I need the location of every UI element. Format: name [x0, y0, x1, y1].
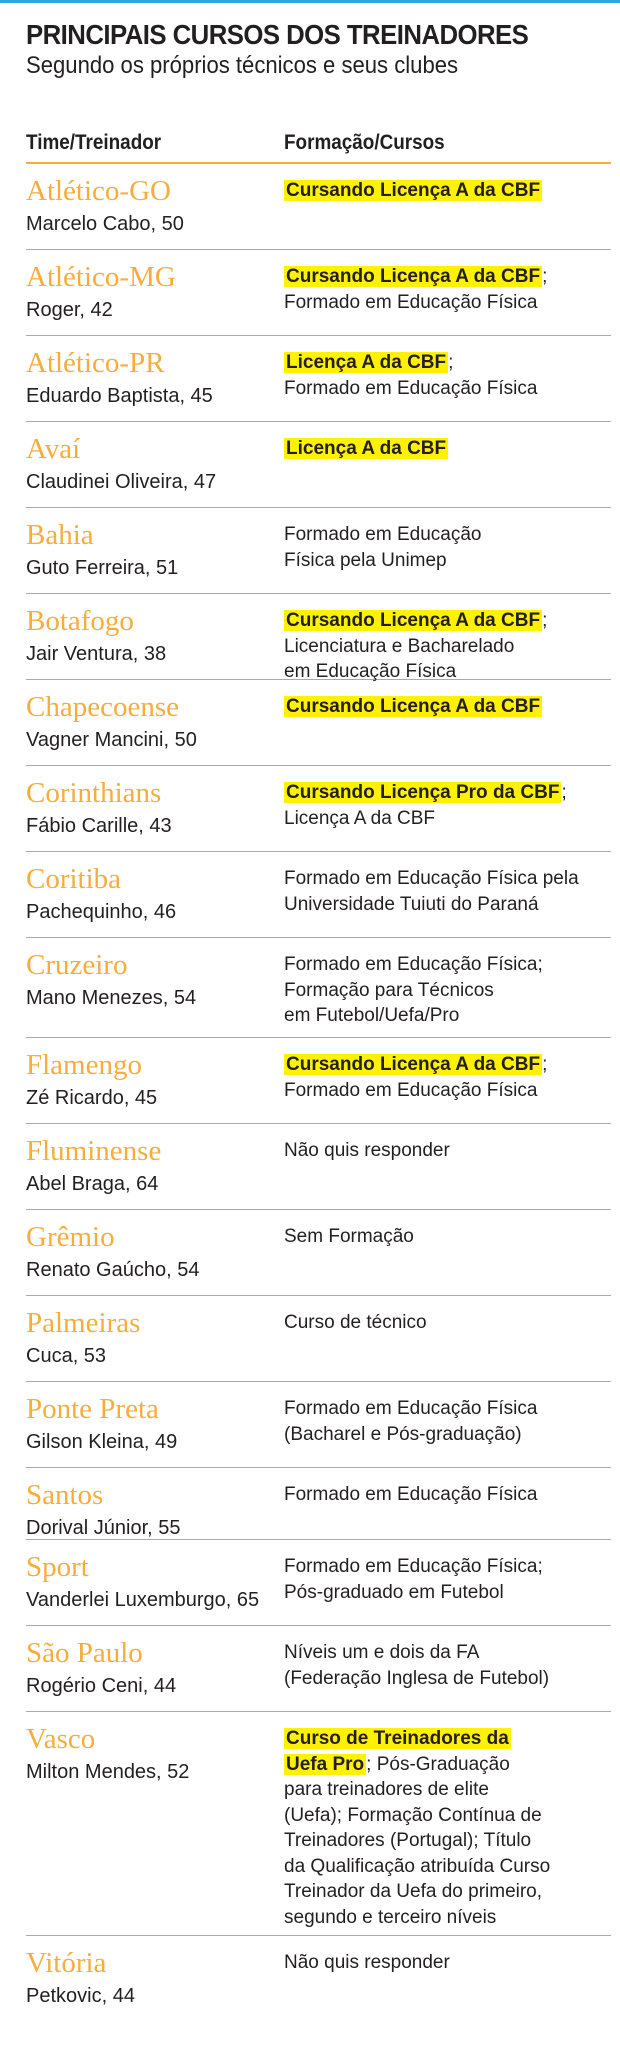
courses-line: [284, 1422, 611, 1448]
courses-cell: [284, 1382, 611, 1467]
course-text: Formado em Educação Física;: [284, 954, 543, 975]
courses-cell: [284, 938, 611, 1037]
coach-name: Fábio Carille, 43: [26, 815, 172, 837]
team-cell: [26, 1382, 284, 1467]
courses-cell: [284, 1712, 611, 1935]
table-row: [26, 1124, 611, 1210]
table-row: [26, 594, 611, 680]
page-subtitle: Segundo os próprios técnicos e seus clubes: [26, 52, 459, 79]
courses-line: [284, 1078, 611, 1104]
courses-line: [284, 1138, 611, 1164]
highlighted-course: Cursando Licença A da CBF: [286, 696, 541, 717]
courses-line: [284, 290, 611, 316]
team-name: Ponte Preta: [26, 1393, 159, 1425]
team-cell: [26, 336, 284, 421]
course-text: em Futebol/Uefa/Pro: [284, 1005, 460, 1026]
team-cell: [26, 508, 284, 593]
coach-name: Vagner Mancini, 50: [26, 729, 197, 751]
course-text: em Educação Física: [284, 661, 457, 682]
courses-cell: [284, 1124, 611, 1209]
courses-cell: [284, 336, 611, 421]
courses-cell: [284, 594, 611, 682]
table-row: [26, 1936, 611, 2024]
table-row: [26, 1712, 611, 1936]
course-text: Licença A da CBF: [284, 807, 436, 829]
highlighted-course: Licença A da CBF: [286, 438, 447, 459]
team-cell: [26, 938, 284, 1037]
highlighted-course: Cursando Licença A da CBF: [286, 180, 541, 201]
courses-cell: [284, 766, 611, 851]
course-text: Curso de técnico: [284, 1312, 427, 1333]
coach-name: Roger, 42: [26, 299, 113, 321]
team-name: Vitória: [26, 1947, 107, 1979]
course-text: ;: [542, 610, 548, 631]
highlighted-course: Uefa Pro: [286, 1753, 365, 1775]
table-body: [26, 164, 611, 2024]
courses-line: [284, 1396, 611, 1422]
table-row: [26, 680, 611, 766]
courses-line: [284, 694, 611, 720]
courses-line: [284, 952, 611, 978]
course-text: Formado em Educação: [284, 524, 482, 545]
courses-cell: [284, 680, 611, 765]
courses-cell: [284, 1468, 611, 1539]
team-name: Corinthians: [26, 777, 162, 809]
courses-line: [284, 350, 611, 376]
course-text: Formado em Educação Física: [284, 1484, 538, 1505]
table-row: [26, 250, 611, 336]
course-text: Formação para Técnicos: [284, 979, 494, 1001]
highlighted-course: Licença A da CBF: [286, 352, 447, 373]
team-name: Cruzeiro: [26, 949, 128, 981]
coach-name: Mano Menezes, 54: [26, 987, 197, 1009]
team-name: Sport: [26, 1551, 89, 1583]
course-text: Formado em Educação Física;: [284, 1556, 543, 1577]
courses-line: [284, 1752, 611, 1778]
highlighted-course: Curso de Treinadores da: [286, 1728, 509, 1749]
highlighted-course: Cursando Licença A da CBF: [286, 1054, 541, 1075]
team-name: Flamengo: [26, 1049, 142, 1081]
table-row: [26, 1468, 611, 1540]
header-team: Time/Treinador: [26, 131, 162, 154]
team-cell: [26, 594, 284, 679]
team-cell: [26, 1626, 284, 1711]
top-rule: [0, 0, 620, 3]
team-name: Bahia: [26, 519, 94, 551]
course-text: (Federação Inglesa de Futebol): [284, 1667, 550, 1689]
courses-line: [284, 866, 611, 892]
course-text: ;: [448, 352, 454, 373]
header-courses: Formação/Cursos: [284, 131, 445, 154]
table-header: [26, 124, 611, 164]
coach-name: Petkovic, 44: [26, 1985, 135, 2007]
highlighted-course: Cursando Licença A da CBF: [286, 266, 541, 287]
team-cell: [26, 1124, 284, 1209]
team-name: Chapecoense: [26, 691, 179, 723]
team-name: Santos: [26, 1479, 104, 1511]
courses-line: [284, 1854, 611, 1880]
course-text: Sem Formação: [284, 1226, 414, 1247]
course-text: ;: [542, 266, 548, 287]
coach-name: Eduardo Baptista, 45: [26, 385, 213, 407]
coach-name: Rogério Ceni, 44: [26, 1675, 177, 1697]
courses-line: [284, 1003, 611, 1029]
course-text: Universidade Tuiuti do Paraná: [284, 893, 539, 915]
courses-line: [284, 1950, 611, 1976]
courses-line: [284, 436, 611, 462]
courses-cell: [284, 1296, 611, 1381]
coach-name: Claudinei Oliveira, 47: [26, 471, 217, 493]
table-row: [26, 164, 611, 250]
courses-line: [284, 892, 611, 918]
course-text: Formado em Educação Física: [284, 377, 538, 399]
table-row: [26, 508, 611, 594]
courses-line: [284, 1554, 611, 1580]
highlighted-course: Cursando Licença A da CBF: [286, 610, 541, 631]
courses-line: [284, 1310, 611, 1336]
team-name: Coritiba: [26, 863, 122, 895]
coach-name: Marcelo Cabo, 50: [26, 213, 184, 235]
course-text: Treinadores (Portugal); Título: [284, 1830, 532, 1851]
table-row: [26, 938, 611, 1038]
team-cell: [26, 1712, 284, 1935]
team-name: Atlético-MG: [26, 261, 176, 293]
table-row: [26, 1210, 611, 1296]
team-cell: [26, 1540, 284, 1625]
courses-cell: [284, 250, 611, 335]
courses-line: [284, 264, 611, 290]
courses-line: [284, 178, 611, 204]
courses-line: [284, 376, 611, 402]
highlighted-course: Cursando Licença Pro da CBF: [286, 782, 560, 803]
table-row: [26, 1382, 611, 1468]
coach-name: Pachequinho, 46: [26, 901, 177, 923]
course-text: Treinador da Uefa do primeiro,: [284, 1881, 543, 1902]
courses-cell: [284, 1210, 611, 1295]
team-cell: [26, 1296, 284, 1381]
table-row: [26, 766, 611, 852]
courses-line: [284, 548, 611, 574]
courses-line: [284, 1482, 611, 1508]
course-text: para treinadores de elite: [284, 1779, 489, 1800]
team-cell: [26, 852, 284, 937]
coach-name: Milton Mendes, 52: [26, 1761, 190, 1783]
table-row: [26, 1296, 611, 1382]
team-name: Fluminense: [26, 1135, 162, 1167]
table-row: [26, 336, 611, 422]
course-text: Formado em Educação Física: [284, 1398, 538, 1419]
team-cell: [26, 680, 284, 765]
team-cell: [26, 164, 284, 249]
team-name: Atlético-GO: [26, 175, 171, 207]
team-cell: [26, 1210, 284, 1295]
team-name: Palmeiras: [26, 1307, 141, 1339]
courses-line: [284, 1052, 611, 1078]
course-text: Níveis um e dois da FA: [284, 1642, 480, 1663]
courses-cell: [284, 422, 611, 507]
page-title: PRINCIPAIS CURSOS DOS TREINADORES: [26, 19, 529, 50]
team-name: Atlético-PR: [26, 347, 165, 379]
courses-cell: [284, 164, 611, 249]
team-name: Vasco: [26, 1723, 96, 1755]
course-text: Formado em Educação Física: [284, 1079, 538, 1101]
infographic: [0, 19, 620, 2024]
coach-name: Abel Braga, 64: [26, 1173, 159, 1195]
table-row: [26, 1540, 611, 1626]
team-cell: [26, 1468, 284, 1539]
courses-line: [284, 978, 611, 1004]
team-name: Botafogo: [26, 605, 134, 637]
courses-line: [284, 1640, 611, 1666]
course-text: Não quis responder: [284, 1140, 450, 1161]
course-text: Pós-graduado em Futebol: [284, 1581, 504, 1603]
courses-line: [284, 1879, 611, 1905]
courses-cell: [284, 1626, 611, 1711]
table-row: [26, 852, 611, 938]
team-cell: [26, 766, 284, 851]
course-text: ; Pós-Graduação: [366, 1753, 510, 1775]
courses-line: [284, 608, 611, 634]
courses-line: [284, 1580, 611, 1606]
courses-line: [284, 1777, 611, 1803]
course-text: (Bacharel e Pós-graduação): [284, 1423, 522, 1445]
coach-name: Guto Ferreira, 51: [26, 557, 179, 579]
team-name: Avaí: [26, 433, 81, 465]
coach-name: Jair Ventura, 38: [26, 643, 167, 665]
course-text: segundo e terceiro níveis: [284, 1906, 497, 1928]
table-row: [26, 1038, 611, 1124]
team-name: São Paulo: [26, 1637, 143, 1669]
courses-cell: [284, 508, 611, 593]
courses-line: [284, 806, 611, 832]
coach-name: Gilson Kleina, 49: [26, 1431, 178, 1453]
coach-name: Cuca, 53: [26, 1345, 107, 1367]
course-text: (Uefa); Formação Contínua de: [284, 1804, 542, 1826]
courses-line: [284, 1803, 611, 1829]
coach-name: Dorival Júnior, 55: [26, 1517, 181, 1539]
courses-cell: [284, 1540, 611, 1625]
table-row: [26, 1626, 611, 1712]
course-text: Licenciatura e Bacharelado: [284, 635, 515, 657]
coach-name: Renato Gaúcho, 54: [26, 1259, 200, 1281]
course-text: Não quis responder: [284, 1952, 450, 1973]
course-text: Física pela Unimep: [284, 549, 447, 571]
table-row: [26, 422, 611, 508]
courses-line: [284, 1224, 611, 1250]
courses-line: [284, 634, 611, 660]
courses-line: [284, 1726, 611, 1752]
course-text: Formado em Educação Física pela: [284, 868, 579, 889]
course-text: Formado em Educação Física: [284, 291, 538, 313]
coach-name: Zé Ricardo, 45: [26, 1087, 158, 1109]
course-text: ;: [561, 782, 567, 803]
team-cell: [26, 422, 284, 507]
courses-line: [284, 1905, 611, 1931]
team-cell: [26, 250, 284, 335]
courses-cell: [284, 1038, 611, 1123]
courses-cell: [284, 1936, 611, 2024]
team-name: Grêmio: [26, 1221, 115, 1253]
courses-cell: [284, 852, 611, 937]
course-text: da Qualificação atribuída Curso: [284, 1855, 551, 1877]
coach-name: Vanderlei Luxemburgo, 65: [26, 1589, 260, 1611]
course-text: ;: [542, 1054, 548, 1075]
courses-line: [284, 1828, 611, 1854]
team-cell: [26, 1936, 284, 2024]
courses-line: [284, 1666, 611, 1692]
team-cell: [26, 1038, 284, 1123]
courses-line: [284, 522, 611, 548]
courses-line: [284, 780, 611, 806]
